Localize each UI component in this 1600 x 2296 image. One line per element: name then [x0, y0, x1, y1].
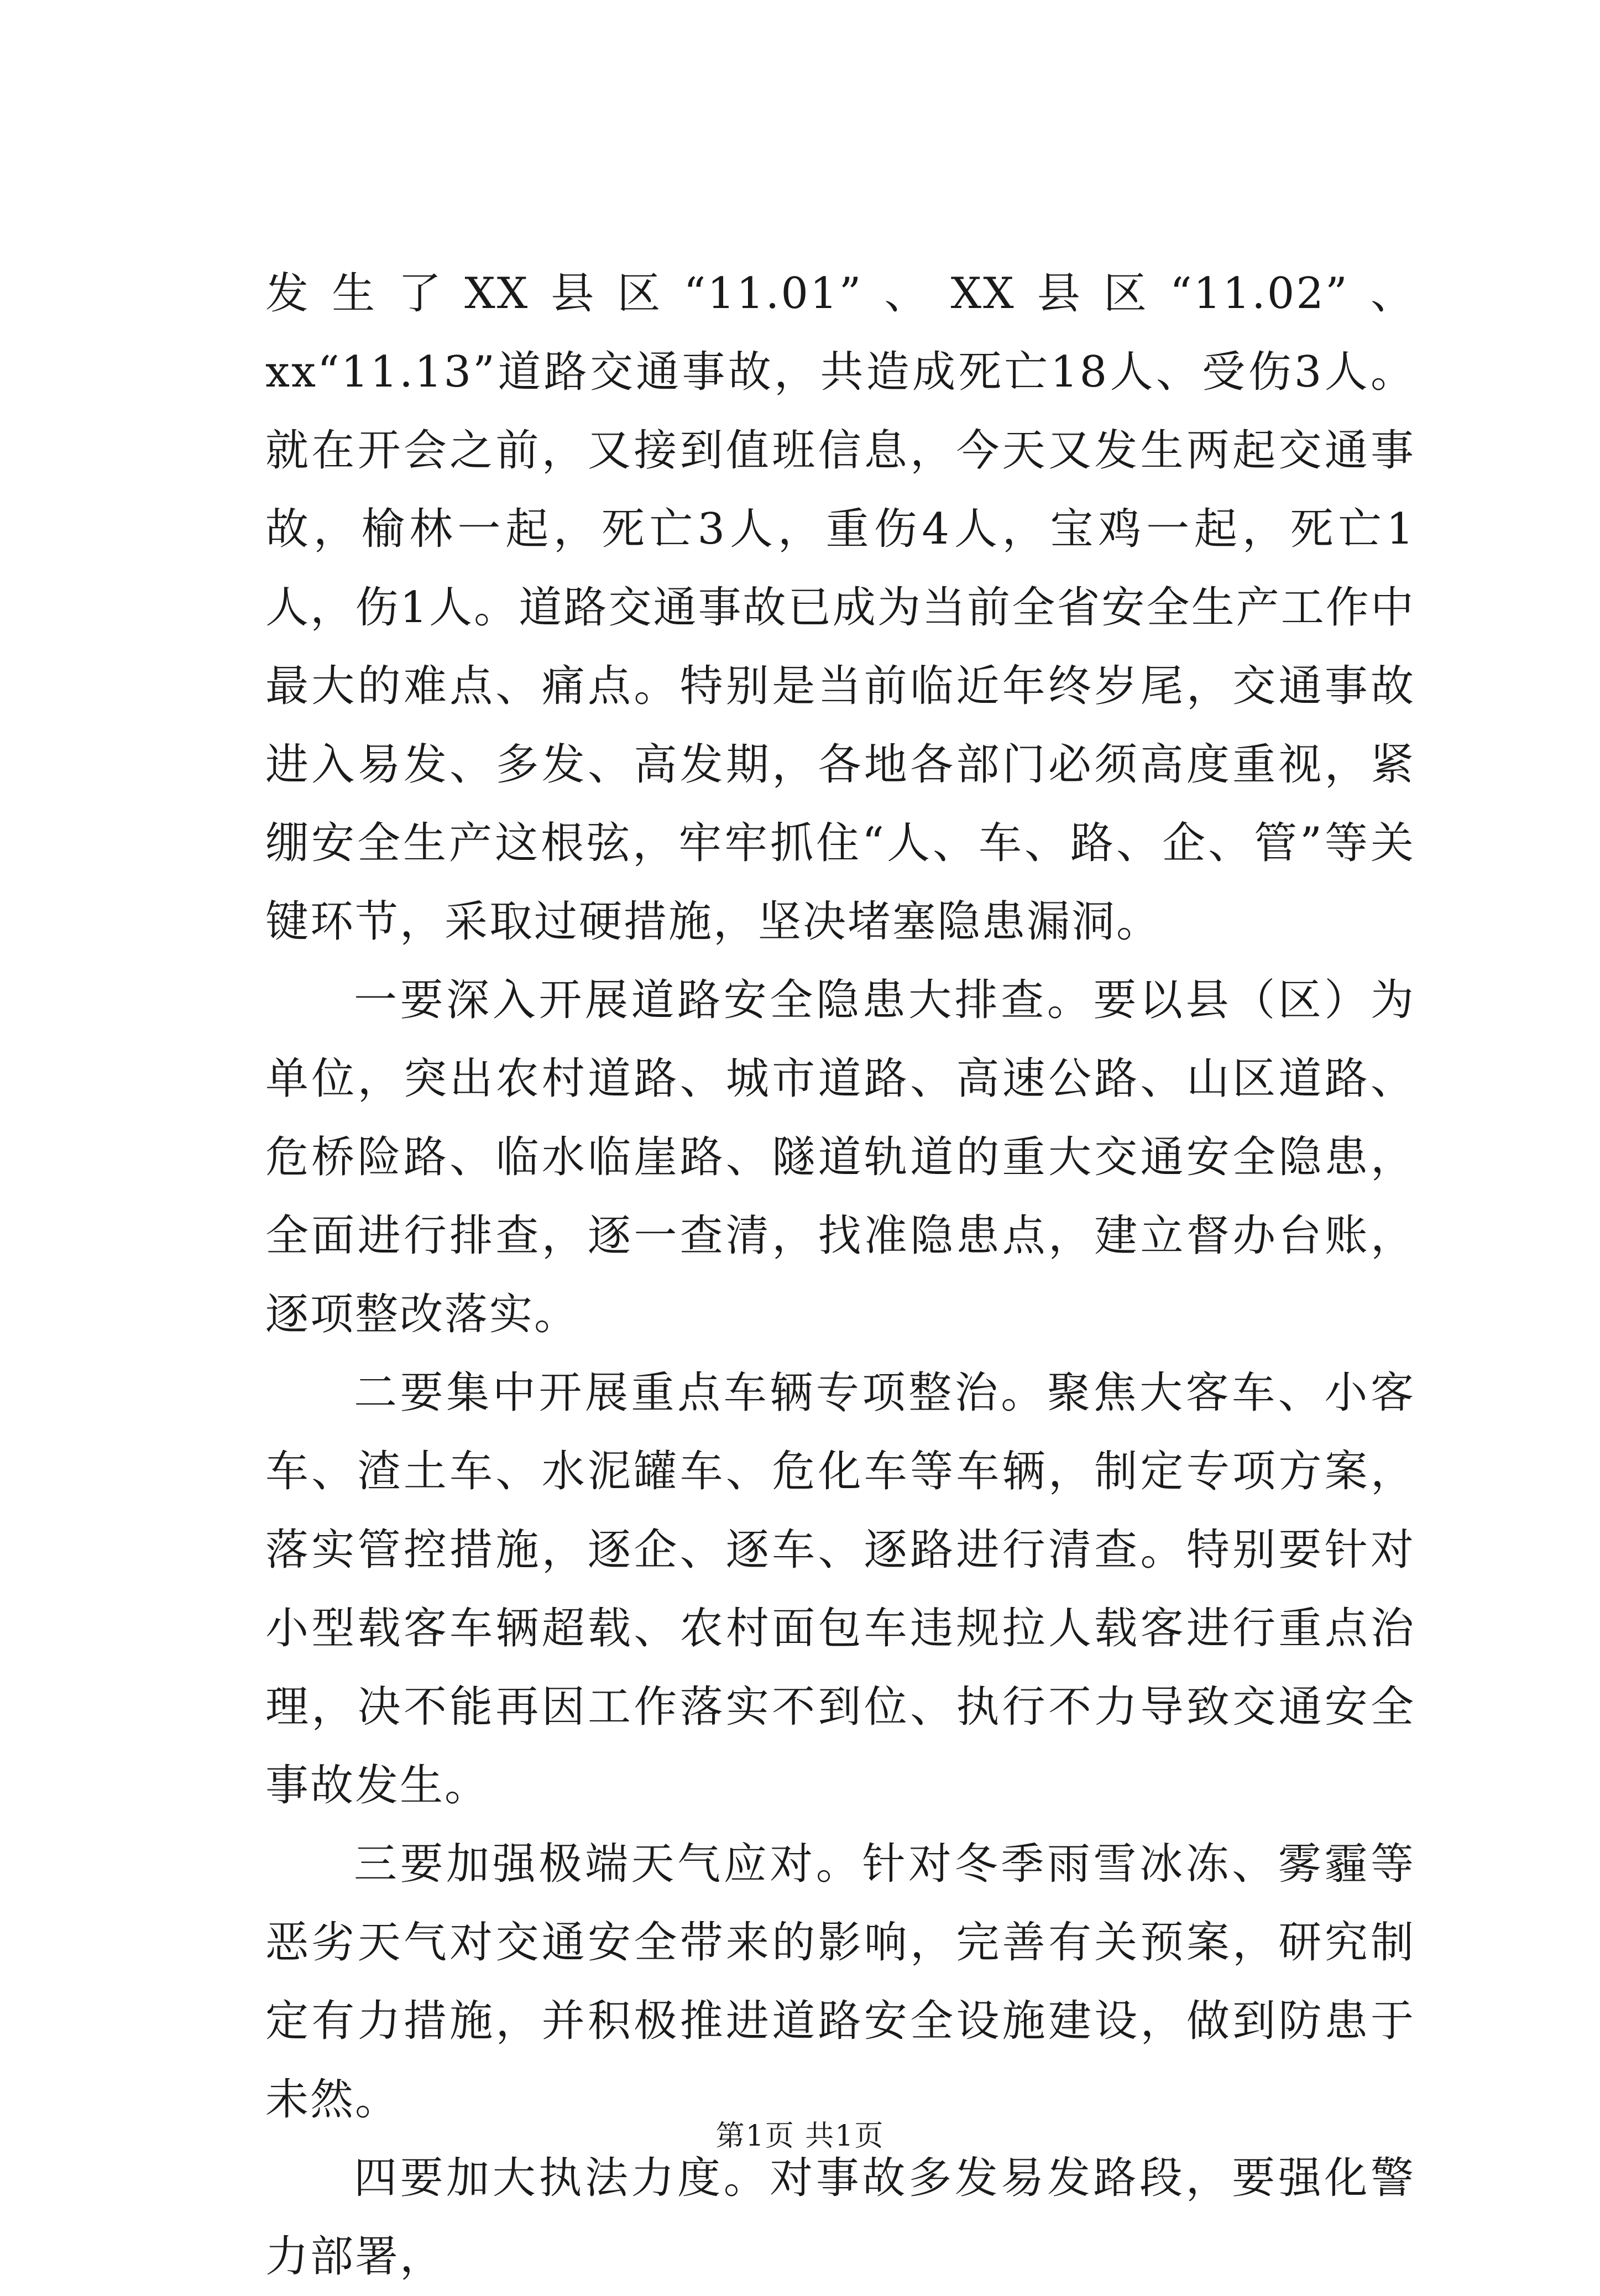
page-footer [0, 2117, 1600, 2156]
paragraph-4: 三要加强极端天气应对。针对冬季雨雪冰冻、雾霾等恶劣天气对交通安全带来的影响，完善有关预案，研究制定有力措施，并积极推进道路安全设施建设，做到防患于未然。 [265, 1839, 1415, 2125]
paragraph-5: 四要加大执法力度。对事故多发易发路段，要强化警力部署， [265, 2153, 1415, 2282]
paragraph-1: 发生了XX县区“11.01”、XX县区“11.02”、xx“11.13”道路交通事故，共造成死亡18人、受伤3人。就在开会之前，又接到值班信息，今天又发生两起交通事故，榆林一起，死亡3人，重伤4人，宝鸡一起，死亡1人，伤1人。道路交通事故已成为当前全省安全生产工作中最大的难点、痛点。特别是当前临近年终岁尾，交通事故进入易发、多发、高发期，各地各部门必须高度重视，紧绷安全生产这根弦，牢牢抓住“人、车、路、企、管”等关键环节，采取过硬措施，坚决堵塞隐患漏洞。 [265, 269, 1415, 947]
document-body [265, 254, 1415, 2296]
paragraph-3: 二要集中开展重点车辆专项整治。聚焦大客车、小客车、渣土车、水泥罐车、危化车等车辆，制定专项方案，落实管控措施，逐企、逐车、逐路进行清查。特别要针对小型载客车辆超载、农村面包车违规拉人载客进行重点治理，决不能再因工作落实不到位、执行不力导致交通安全事故发生。 [265, 1368, 1415, 1810]
page-number-label: 第1页 共1页 [715, 2120, 885, 2153]
paragraph-2: 一要深入开展道路安全隐患大排查。要以县（区）为单位，突出农村道路、城市道路、高速公路、山区道路、危桥险路、临水临崖路、隧道轨道的重大交通安全隐患，全面进行排查，逐一查清，找准隐患点，建立督办台账，逐项整改落实。 [265, 975, 1415, 1339]
